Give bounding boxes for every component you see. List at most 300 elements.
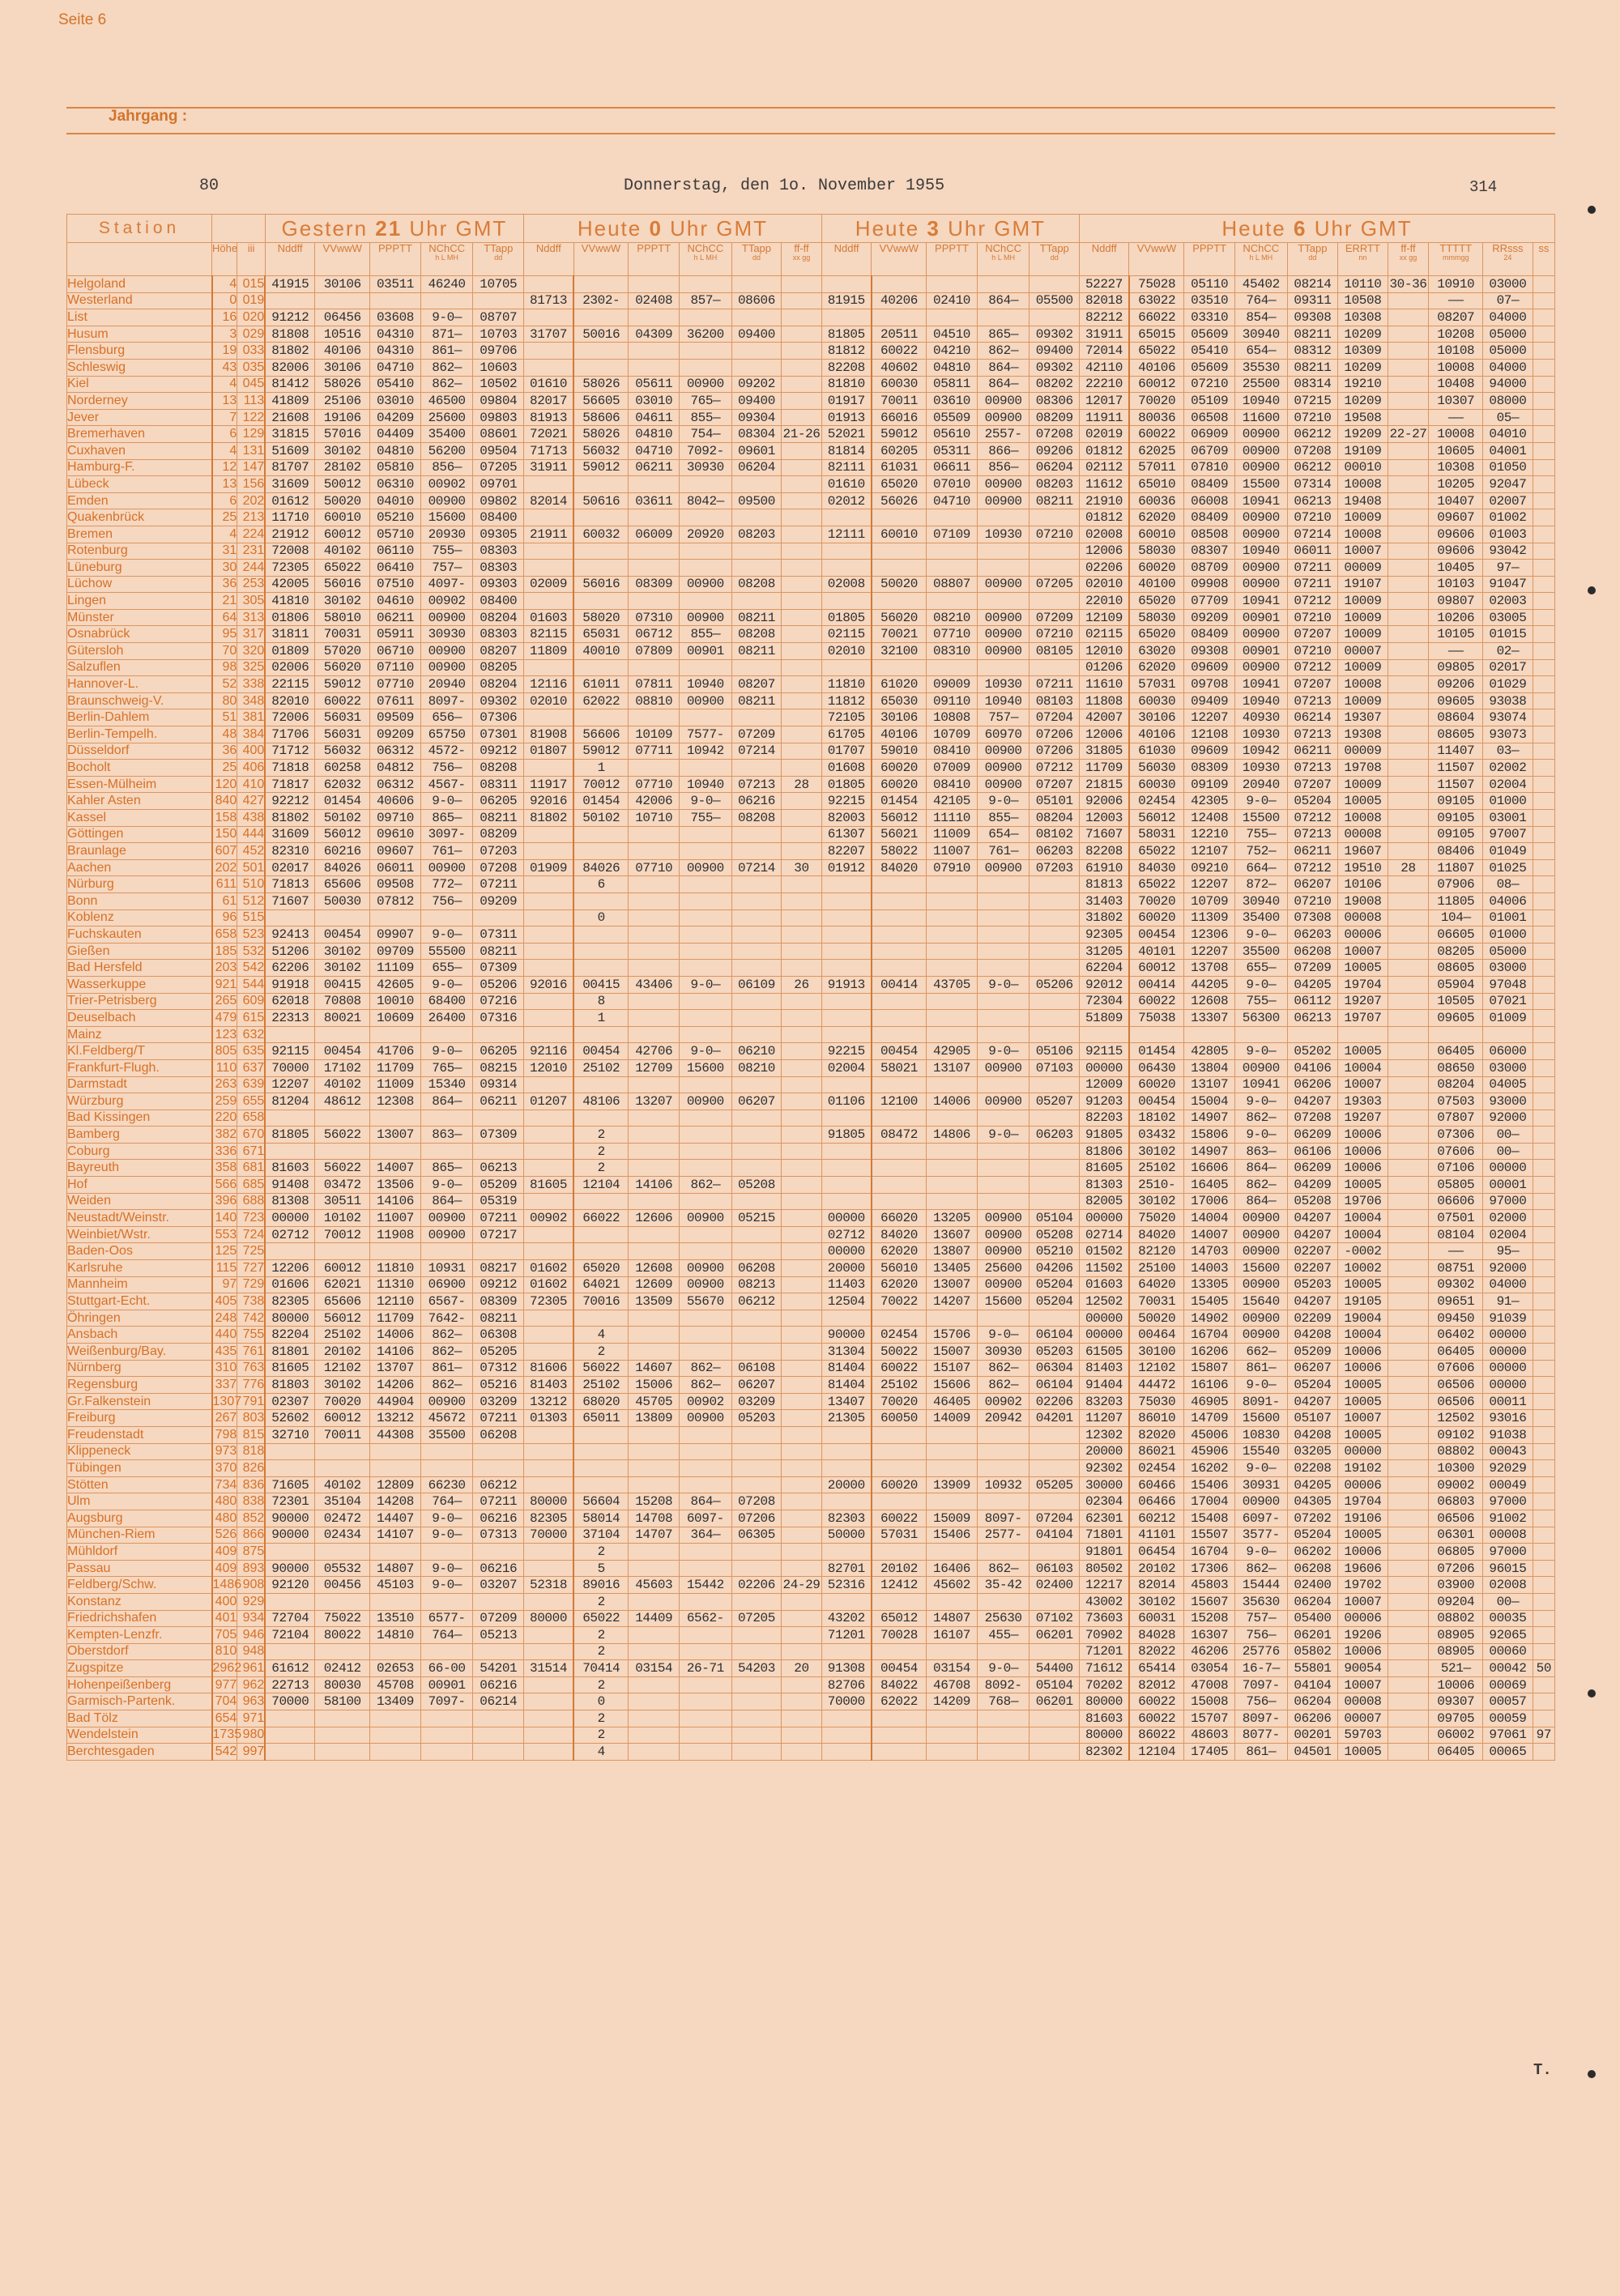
observation-cell: 57020 [315,643,370,660]
observation-cell: 30940 [1234,326,1287,343]
observation-cell: 03432 [1129,1127,1184,1144]
observation-cell: 06211 [473,1093,524,1110]
observation-cell: 51809 [1079,1010,1128,1027]
observation-cell: 01454 [315,793,370,810]
observation-cell: 14807 [370,1560,421,1577]
observation-cell: 56032 [315,743,370,760]
observation-cell [1533,459,1554,476]
observation-cell [629,1026,680,1043]
observation-cell: 02115 [821,626,871,643]
observation-cell: 664— [1234,859,1287,876]
observation-cell [420,1544,473,1561]
observation-cell [1533,1043,1554,1060]
station-row [67,1443,1555,1460]
observation-cell: 08209 [1030,409,1079,426]
observation-cell: 06214 [1287,709,1338,726]
observation-cell: 16406 [927,1560,978,1577]
observation-cell [680,709,732,726]
observation-cell: 10005 [1338,960,1388,977]
observation-cell: 09807 [1429,593,1483,610]
observation-cell: 92413 [265,926,314,944]
observation-cell [1533,1093,1554,1110]
observation-cell [629,659,680,676]
observation-cell: 54400 [1030,1660,1079,1677]
observation-cell: 82204 [265,1327,314,1344]
observation-cell: 72305 [265,560,314,577]
observation-cell: 08205 [1429,943,1483,960]
observation-cell: 31911 [1079,326,1128,343]
observation-cell: 62022 [872,1693,927,1710]
observation-cell: 14106 [370,1344,421,1361]
observation-cell: 65030 [872,692,927,709]
observation-cell: 08472 [872,1127,927,1144]
observation-cell: 00900 [420,859,473,876]
station-row [67,960,1555,977]
observation-cell: 07308 [1287,909,1338,926]
station-index: 681 [237,1160,266,1177]
observation-cell: 05215 [731,1210,781,1227]
observation-cell [1388,309,1429,326]
station-height: 64 [212,609,237,626]
observation-cell: 07212 [1287,859,1338,876]
observation-cell: 2 [573,1143,629,1160]
observation-cell: 08406 [1429,843,1483,860]
observation-cell: 10710 [629,810,680,827]
observation-cell [680,892,732,909]
observation-cell: 12017 [1079,393,1128,410]
observation-cell [927,1110,978,1127]
observation-cell: 07204 [1030,1510,1079,1527]
observation-cell: 06206 [1287,1710,1338,1727]
observation-cell: 04205 [1287,976,1338,993]
observation-cell [629,1344,680,1361]
observation-cell: 01000 [1483,793,1533,810]
observation-cell: 30102 [1129,1593,1184,1610]
observation-cell: 08311 [473,776,524,793]
observation-cell: 19102 [1338,1460,1388,1477]
observation-cell: 26-71 [680,1660,732,1677]
observation-cell: 06011 [1287,543,1338,560]
observation-cell: 56300 [1234,1010,1287,1027]
observation-cell [821,1010,871,1027]
observation-cell: 10009 [1338,626,1388,643]
observation-cell [731,659,781,676]
observation-cell: 10008 [1338,526,1388,543]
observation-cell: 9-0— [1234,1460,1287,1477]
observation-cell [1388,760,1429,777]
observation-cell: 07021 [1483,993,1533,1010]
observation-cell: 60010 [1129,526,1184,543]
station-height: 7 [212,409,237,426]
observation-cell [872,1493,927,1510]
observation-cell: 44205 [1184,976,1235,993]
observation-cell: 3097- [420,826,473,843]
observation-cell: 04104 [1030,1527,1079,1544]
observation-cell: 03— [1483,743,1533,760]
observation-cell: 01049 [1483,843,1533,860]
observation-cell: 70000 [821,1693,871,1710]
observation-cell: 41915 [265,276,314,293]
observation-cell [629,276,680,293]
station-row [67,743,1555,760]
observation-cell: 8097- [420,692,473,709]
observation-cell: 00007 [1338,643,1388,660]
observation-cell: 07203 [473,843,524,860]
observation-cell [821,943,871,960]
observation-cell: 16307 [1184,1627,1235,1644]
observation-cell [977,1026,1030,1043]
observation-cell [927,1193,978,1210]
observation-cell: 56605 [573,393,629,410]
observation-cell [731,1327,781,1344]
observation-cell [1533,359,1554,376]
observation-cell: 00900 [1234,509,1287,526]
observation-cell: 00900 [977,626,1030,643]
observation-cell: 75020 [1129,1210,1184,1227]
station-index: 444 [237,826,266,843]
observation-cell [821,1143,871,1160]
observation-cell: 91404 [1079,1377,1128,1394]
observation-cell [1388,1210,1429,1227]
observation-cell [731,359,781,376]
observation-cell: 01610 [821,476,871,493]
observation-cell: 30102 [1129,1143,1184,1160]
observation-cell [782,960,822,977]
observation-cell [977,593,1030,610]
observation-cell [629,960,680,977]
observation-cell: 9-0— [1234,1544,1287,1561]
observation-cell [1533,1577,1554,1594]
observation-cell [524,1727,573,1744]
observation-cell: 03205 [1287,1443,1338,1460]
observation-cell: 12104 [1129,1744,1184,1761]
observation-cell: 10508 [1338,292,1388,309]
observation-cell: 00043 [1483,1443,1533,1460]
observation-cell: 01502 [1079,1243,1128,1260]
observation-cell [315,1544,370,1561]
observation-cell: 9-0— [420,793,473,810]
observation-cell: 82022 [1129,1643,1184,1660]
observation-cell: 10940 [680,676,732,693]
observation-cell [1388,1527,1429,1544]
observation-cell: 07310 [629,609,680,626]
station-name: Salzuflen [67,659,212,676]
observation-cell: 56031 [315,709,370,726]
observation-cell: 10110 [1338,276,1388,293]
observation-cell: 92047 [1483,476,1533,493]
station-name: Bonn [67,892,212,909]
heute-3-hour: 3 [927,215,940,241]
station-row [67,776,1555,793]
observation-cell: 04205 [1287,1476,1338,1493]
observation-cell: 00900 [680,1260,732,1277]
observation-cell [1533,659,1554,676]
observation-cell [1388,1160,1429,1177]
observation-cell: 00900 [977,609,1030,626]
observation-cell: 05811 [927,376,978,393]
observation-cell: 44904 [370,1393,421,1410]
observation-cell [977,1160,1030,1177]
observation-cell: 56030 [1129,760,1184,777]
observation-cell [573,659,629,676]
observation-cell [821,892,871,909]
observation-cell: 08204 [473,676,524,693]
station-name: Koblenz [67,909,212,926]
observation-cell: 90000 [265,1510,314,1527]
column-header [977,243,1030,276]
observation-cell: 09102 [1429,1426,1483,1443]
observation-cell: 06312 [370,776,421,793]
observation-cell: 10405 [1429,560,1483,577]
observation-cell [573,509,629,526]
observation-cell: 9-0— [977,976,1030,993]
observation-cell [1533,1676,1554,1693]
observation-cell [821,659,871,676]
observation-cell: 09304 [731,409,781,426]
observation-cell [680,1676,732,1693]
station-row [67,1276,1555,1293]
station-name: Gießen [67,943,212,960]
observation-cell: 02653 [370,1660,421,1677]
observation-cell: 09105 [1429,793,1483,810]
observation-cell: 11911 [1079,409,1128,426]
observation-cell: 15540 [1234,1443,1287,1460]
observation-cell [1533,409,1554,426]
observation-cell: 13509 [629,1293,680,1310]
observation-cell [731,760,781,777]
observation-cell [872,276,927,293]
observation-cell: 43705 [927,976,978,993]
station-name: Bremen [67,526,212,543]
station-name: Hannover-L. [67,676,212,693]
observation-cell: 856— [977,459,1030,476]
observation-cell: 862— [420,1344,473,1361]
observation-cell: 56022 [315,1160,370,1177]
observation-cell: 01029 [1483,676,1533,693]
observation-cell [731,593,781,610]
observation-cell: 60020 [872,760,927,777]
observation-cell [782,442,822,459]
observation-cell [473,1744,524,1761]
observation-cell: 00— [1483,1127,1533,1144]
observation-cell [265,1110,314,1127]
observation-cell [1533,1293,1554,1310]
observation-cell [680,926,732,944]
observation-cell [680,476,732,493]
observation-cell: 91038 [1483,1426,1533,1443]
observation-cell: 0 [573,909,629,926]
observation-cell: 19004 [1338,1310,1388,1327]
observation-cell: 07209 [1287,960,1338,977]
station-name: Kiel [67,376,212,393]
observation-cell: 91408 [265,1177,314,1194]
column-key: NChCC [1243,242,1280,254]
observation-cell: 50020 [1129,1310,1184,1327]
observation-cell [821,509,871,526]
observation-cell: 56021 [872,826,927,843]
observation-cell: 10006 [1338,1160,1388,1177]
observation-cell: 81713 [524,292,573,309]
observation-cell: 655— [420,960,473,977]
observation-cell: 03010 [629,393,680,410]
observation-cell [782,843,822,860]
station-index: 305 [237,593,266,610]
observation-cell [315,1593,370,1610]
station-height: 13 [212,476,237,493]
station-row [67,1727,1555,1744]
station-height: 409 [212,1560,237,1577]
observation-cell: 91913 [821,976,871,993]
column-key: ss [1538,242,1550,254]
observation-cell: 00902 [420,593,473,610]
station-name: Bocholt [67,760,212,777]
observation-cell [731,826,781,843]
observation-cell: 30930 [977,1344,1030,1361]
observation-cell: 05203 [1030,1344,1079,1361]
observation-cell [524,892,573,909]
observation-cell [1533,1059,1554,1076]
observation-cell [1533,1744,1554,1761]
observation-cell [821,876,871,893]
observation-cell: 92000 [1483,1110,1533,1127]
station-height: 810 [212,1643,237,1660]
observation-cell: 07102 [1030,1610,1079,1627]
observation-cell: 00900 [1234,1210,1287,1227]
observation-cell: 06108 [731,1360,781,1377]
observation-cell [1388,292,1429,309]
observation-cell: 06103 [1030,1560,1079,1577]
observation-cell: 08211 [731,643,781,660]
observation-cell: 32710 [265,1426,314,1443]
observation-cell [1388,960,1429,977]
station-index: 724 [237,1226,266,1243]
observation-cell [524,843,573,860]
observation-cell: 07910 [927,859,978,876]
observation-cell: 60022 [315,692,370,709]
observation-cell: 65606 [315,1293,370,1310]
observation-cell [782,1310,822,1327]
observation-cell [782,576,822,593]
station-row [67,393,1555,410]
observation-cell: 10308 [1429,459,1483,476]
observation-cell [524,560,573,577]
station-index: 776 [237,1377,266,1394]
observation-cell [977,993,1030,1010]
observation-cell: 65010 [1129,476,1184,493]
observation-cell [821,1744,871,1761]
observation-cell: 00901 [680,643,732,660]
report-date: Donnerstag, den 1o. November 1955 [624,177,945,195]
observation-cell [1388,1676,1429,1693]
observation-cell: 05410 [1184,343,1235,360]
observation-cell: 10516 [315,326,370,343]
observation-cell: 91308 [821,1660,871,1677]
observation-cell: 59010 [872,743,927,760]
observation-cell: 60031 [1129,1610,1184,1627]
observation-cell [1533,1426,1554,1443]
observation-cell [872,560,927,577]
observation-cell: 521— [1429,1660,1483,1677]
observation-cell: 08211 [1287,359,1338,376]
station-height: 566 [212,1177,237,1194]
observation-cell: 81806 [1079,1143,1128,1160]
observation-cell [872,1426,927,1443]
observation-cell: 00414 [1129,976,1184,993]
observation-cell: 08312 [1287,343,1338,360]
observation-cell: 862— [420,359,473,376]
observation-cell [731,926,781,944]
observation-cell: 07212 [1287,810,1338,827]
observation-cell: 72105 [821,709,871,726]
station-index: 253 [237,576,266,593]
observation-cell: 00059 [1483,1710,1533,1727]
observation-cell: 16206 [1184,1344,1235,1361]
observation-cell: 68020 [573,1393,629,1410]
observation-cell [927,892,978,909]
column-header-row [67,243,1555,276]
observation-cell: 19209 [1338,426,1388,443]
observation-cell: 2302- [573,292,629,309]
observation-cell: 08807 [927,576,978,593]
observation-cell: 60022 [1129,1693,1184,1710]
observation-cell: 56020 [872,609,927,626]
observation-cell: 25776 [1234,1643,1287,1660]
observation-cell: 08303 [473,560,524,577]
observation-cell: 10002 [1338,1260,1388,1277]
observation-cell: 10407 [1429,492,1483,509]
observation-cell: 00900 [977,1210,1030,1227]
station-index: 313 [237,609,266,626]
observation-cell [1388,1377,1429,1394]
observation-cell: 70020 [1129,393,1184,410]
column-header [265,243,314,276]
observation-cell: 08306 [1030,393,1079,410]
observation-cell: 70012 [573,776,629,793]
observation-cell [1388,1110,1429,1127]
observation-cell [1388,526,1429,543]
observation-cell [1388,1276,1429,1293]
station-name: Weißenburg/Bay. [67,1344,212,1361]
observation-cell [731,892,781,909]
observation-cell: 06710 [370,643,421,660]
station-name: Hof [67,1177,212,1194]
station-name: Wasserkuppe [67,976,212,993]
observation-cell [524,1226,573,1243]
observation-cell [524,1443,573,1460]
observation-cell [977,1193,1030,1210]
observation-cell: 31805 [1079,743,1128,760]
station-name: Klippeneck [67,1443,212,1460]
observation-cell: 32100 [872,643,927,660]
observation-cell: 16-7— [1234,1660,1287,1677]
observation-cell: 11809 [524,643,573,660]
observation-cell [782,892,822,909]
station-row [67,1426,1555,1443]
observation-cell: 81802 [524,810,573,827]
observation-cell: 07202 [1287,1510,1338,1527]
observation-cell [782,1193,822,1210]
observation-cell: 25102 [1129,1160,1184,1177]
heute-6-uhr: Uhr GMT [1307,215,1413,241]
gestern-label: Gestern [281,215,376,241]
observation-cell [1533,876,1554,893]
observation-cell: 02712 [821,1226,871,1243]
station-name: Tübingen [67,1460,212,1477]
observation-cell: 8097- [1234,1710,1287,1727]
station-row [67,1127,1555,1144]
observation-cell: 19606 [1338,1560,1388,1577]
observation-cell: 11007 [370,1210,421,1227]
